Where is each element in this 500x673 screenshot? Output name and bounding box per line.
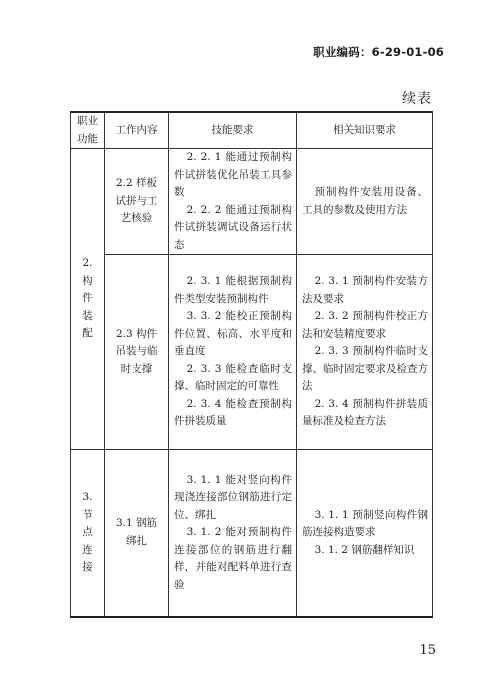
table-row [71, 255, 433, 450]
continued-label: 续表 [402, 91, 432, 107]
header-skills: 技能要求 [169, 112, 297, 149]
table-row [71, 450, 433, 617]
header-function-line: 功能 [77, 132, 98, 145]
table-row [71, 149, 433, 255]
page-number: 15 [419, 643, 436, 658]
knowledge-cell: 3. 1. 1 预制竖向构件钢筋连接构造要求 3. 1. 2 钢筋翻样知识 [297, 450, 433, 617]
skill-cell: 2. 3. 1 能根据预制构件类型安装预制构件 3. 3. 2 能校正预制构件位置、标高、水平度和垂直度 2. 3. 3 能检查临时支撑、临时固定的可靠性 2. 3. 4 能检查预制构件拼装质量 [169, 255, 297, 450]
table-header-row [71, 112, 433, 149]
skills-table [70, 111, 433, 618]
occupation-code: 职业编码：6-29-01-06 [313, 45, 444, 59]
work-content-cell: 3.1 钢筋绑扎 [105, 450, 169, 617]
header-function-line: 职业 [77, 115, 98, 127]
header-knowledge: 相关知识要求 [297, 112, 433, 149]
knowledge-cell: 预制构件安装用设备、工具的参数及使用方法 [297, 149, 433, 255]
skill-cell: 2. 2. 1 能通过预制构件试拼装优化吊装工具参数 2. 2. 2 能通过预制构件试拼装调试设备运行状态 [169, 149, 297, 255]
work-content-cell: 2.2 样板试拼与工艺核验 [105, 149, 169, 255]
function-cell-connection: 3. 节 点 连 接 [71, 450, 105, 617]
header-function [71, 112, 105, 149]
knowledge-cell: 2. 3. 1 预制构件安装方法及要求 2. 3. 2 预制构件校正方法和安装精度要求 2. 3. 3 预制构件临时支撑、临时固定要求及检查方法 2. 3. 4 预制构件拼装质量标准及检查方法 [297, 255, 433, 450]
header-content: 工作内容 [105, 112, 169, 149]
work-content-cell: 2.3 构件吊装与临时支撑 [105, 255, 169, 450]
skill-cell: 3. 1. 1 能对竖向构件现浇连接部位钢筋进行定位、绑扎 3. 1. 2 能对预制构件连接部位的钢筋进行翻样，并能对配料单进行查验 [169, 450, 297, 617]
function-cell-assembly: 2. 构 件 装 配 [71, 149, 105, 450]
